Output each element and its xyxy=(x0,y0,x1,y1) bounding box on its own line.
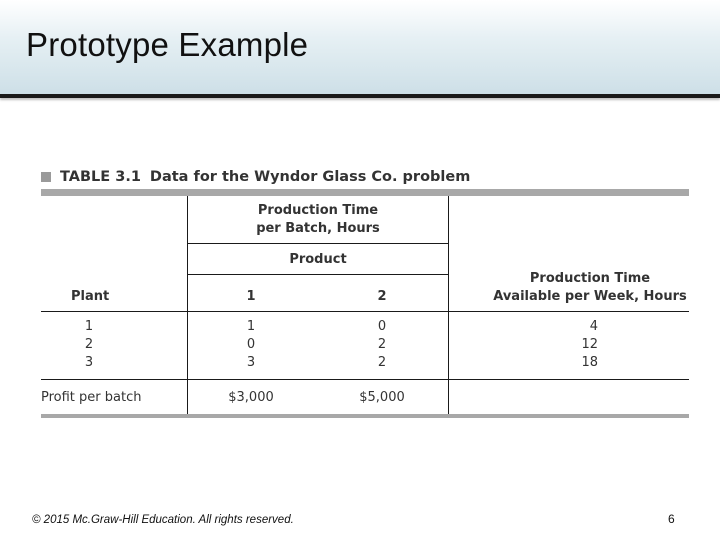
table-caption xyxy=(41,167,470,187)
column-header-product-2: 2 xyxy=(377,289,387,304)
available-cell: 18 xyxy=(581,355,598,370)
group-header-line1: Production Time xyxy=(257,203,379,218)
product-2-cell: 2 xyxy=(377,355,387,370)
column-header-available xyxy=(480,270,700,306)
rule-under-product xyxy=(187,274,448,275)
available-cell: 4 xyxy=(589,319,598,334)
product-2-cell: 0 xyxy=(377,319,387,334)
available-header-line1: Production Time xyxy=(529,271,651,286)
profit-row-label: Profit per batch xyxy=(41,390,142,405)
table-title: Data for the Wyndor Glass Co. problem xyxy=(149,169,471,185)
product-1-cell: 1 xyxy=(246,319,256,334)
vertical-rule-right xyxy=(448,196,449,414)
column-header-plant: Plant xyxy=(71,289,110,304)
rule-under-group-header xyxy=(187,243,448,244)
page-number: 6 xyxy=(668,512,675,526)
table-top-bar xyxy=(41,189,689,196)
table-row xyxy=(66,337,112,352)
profit-product-2: $5,000 xyxy=(359,390,405,405)
header-divider xyxy=(0,94,720,98)
plant-cell: 3 xyxy=(84,355,94,370)
plant-cell: 1 xyxy=(84,319,94,334)
available-cell: 12 xyxy=(581,337,598,352)
product-1-cell: 3 xyxy=(246,355,256,370)
column-header-product-1: 1 xyxy=(246,289,256,304)
table-row xyxy=(66,319,112,334)
plant-cell: 2 xyxy=(84,337,94,352)
group-header-line2: per Batch, Hours xyxy=(256,221,380,236)
available-header-line2: Available per Week, Hours xyxy=(493,289,687,304)
copyright-footer: © 2015 Mc.Graw-Hill Education. All rights reserved. xyxy=(32,514,294,526)
rule-under-header xyxy=(41,311,689,312)
product-1-cell: 0 xyxy=(246,337,256,352)
rule-above-profit xyxy=(41,379,689,380)
group-header xyxy=(188,202,448,238)
profit-product-1: $3,000 xyxy=(228,390,274,405)
caption-bullet-icon xyxy=(41,172,51,182)
table-bottom-bar xyxy=(41,414,689,418)
slide-title: Prototype Example xyxy=(26,26,309,63)
product-header: Product xyxy=(289,252,347,267)
table-row xyxy=(66,355,112,370)
product-2-cell: 2 xyxy=(377,337,387,352)
table-number: TABLE 3.1 xyxy=(60,169,141,185)
